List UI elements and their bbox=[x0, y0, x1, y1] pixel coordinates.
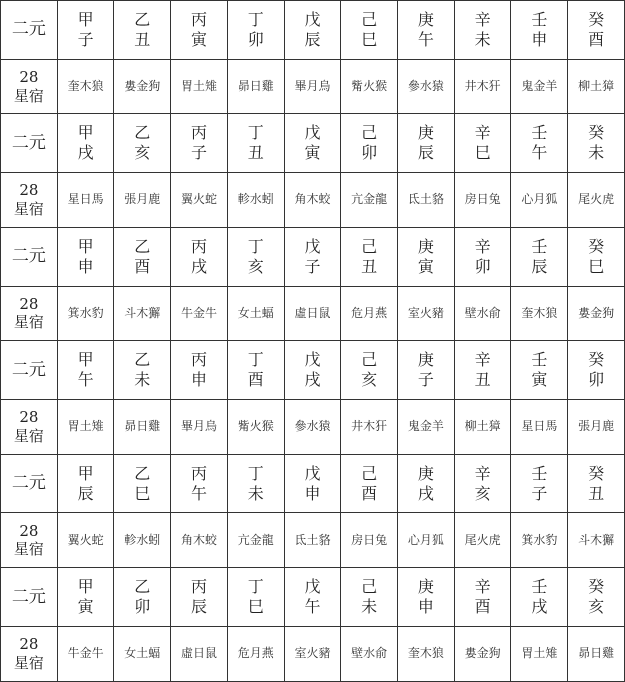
heavenly-stem: 丙 bbox=[191, 236, 208, 256]
mansion-row bbox=[1, 626, 625, 681]
mansion-cell: 氐土貉 bbox=[398, 173, 455, 228]
heavenly-stem: 丁 bbox=[247, 236, 264, 256]
heavenly-stem: 乙 bbox=[134, 577, 151, 597]
earthly-branch: 戌 bbox=[304, 370, 321, 390]
heavenly-stem: 己 bbox=[361, 350, 378, 370]
earthly-branch: 子 bbox=[531, 483, 548, 503]
ganzhi-cell bbox=[398, 1, 455, 60]
earthly-branch: 申 bbox=[531, 29, 548, 49]
ganzhi-cell bbox=[341, 341, 398, 400]
mansion-cell: 奎木狼 bbox=[57, 59, 114, 114]
earthly-branch: 戌 bbox=[191, 256, 208, 276]
ganzhi-cell bbox=[171, 227, 228, 286]
earthly-branch: 未 bbox=[247, 483, 264, 503]
mansion-cell: 亢金龍 bbox=[227, 513, 284, 568]
heavenly-stem: 庚 bbox=[417, 123, 434, 143]
heavenly-stem: 戊 bbox=[304, 123, 321, 143]
earthly-branch: 卯 bbox=[247, 29, 264, 49]
earthly-branch: 寅 bbox=[531, 370, 548, 390]
earthly-branch: 丑 bbox=[134, 29, 151, 49]
earthly-branch: 卯 bbox=[134, 597, 151, 617]
ganzhi-row bbox=[1, 341, 625, 400]
mansion-cell: 尾火虎 bbox=[568, 173, 625, 228]
ganzhi-cell bbox=[454, 114, 511, 173]
heavenly-stem: 癸 bbox=[588, 236, 605, 256]
mansion-cell: 觜火猴 bbox=[227, 399, 284, 454]
heavenly-stem: 壬 bbox=[531, 123, 548, 143]
heavenly-stem: 丙 bbox=[191, 9, 208, 29]
heavenly-stem: 癸 bbox=[588, 463, 605, 483]
heavenly-stem: 甲 bbox=[77, 350, 94, 370]
earthly-branch: 辰 bbox=[304, 29, 321, 49]
mansion-cell: 翼火蛇 bbox=[57, 513, 114, 568]
heavenly-stem: 庚 bbox=[417, 350, 434, 370]
mansion-cell: 室火豬 bbox=[398, 286, 455, 341]
heavenly-stem: 乙 bbox=[134, 236, 151, 256]
earthly-branch: 午 bbox=[304, 597, 321, 617]
mansion-cell: 亢金龍 bbox=[341, 173, 398, 228]
earthly-branch: 亥 bbox=[134, 143, 151, 163]
mansion-cell: 翼火蛇 bbox=[171, 173, 228, 228]
ganzhi-cell bbox=[511, 114, 568, 173]
mansion-cell: 胃土雉 bbox=[171, 59, 228, 114]
row-label-text: 星宿 bbox=[13, 86, 44, 105]
ganzhi-cell bbox=[511, 568, 568, 627]
mansion-cell: 星日馬 bbox=[511, 399, 568, 454]
mansion-cell: 參水猿 bbox=[284, 399, 341, 454]
mansion-row bbox=[1, 173, 625, 228]
ganzhi-cell bbox=[171, 1, 228, 60]
mansion-cell: 房日兔 bbox=[454, 173, 511, 228]
mansion-cell: 張月鹿 bbox=[114, 173, 171, 228]
heavenly-stem: 己 bbox=[361, 236, 378, 256]
ganzhi-row bbox=[1, 568, 625, 627]
row-label bbox=[1, 399, 58, 454]
heavenly-stem: 辛 bbox=[474, 577, 491, 597]
mansion-cell: 婁金狗 bbox=[454, 626, 511, 681]
earthly-branch: 巳 bbox=[361, 29, 378, 49]
ganzhi-cell bbox=[114, 114, 171, 173]
heavenly-stem: 辛 bbox=[474, 463, 491, 483]
ganzhi-row bbox=[1, 114, 625, 173]
ganzhi-cell bbox=[284, 114, 341, 173]
mansion-row bbox=[1, 513, 625, 568]
earthly-branch: 辰 bbox=[77, 483, 94, 503]
heavenly-stem: 庚 bbox=[417, 577, 434, 597]
ganzhi-cell bbox=[511, 1, 568, 60]
earthly-branch: 辰 bbox=[531, 256, 548, 276]
ganzhi-cell bbox=[114, 568, 171, 627]
earthly-branch: 未 bbox=[134, 370, 151, 390]
ganzhi-cell bbox=[454, 1, 511, 60]
mansion-cell: 斗木獬 bbox=[568, 513, 625, 568]
ganzhi-cell bbox=[227, 227, 284, 286]
heavenly-stem: 己 bbox=[361, 577, 378, 597]
mansion-row bbox=[1, 286, 625, 341]
earthly-branch: 酉 bbox=[588, 29, 605, 49]
row-label: 二元 bbox=[1, 1, 58, 60]
ganzhi-cell bbox=[341, 227, 398, 286]
row-label-number: 28 bbox=[19, 635, 39, 654]
heavenly-stem: 戊 bbox=[304, 350, 321, 370]
earthly-branch: 亥 bbox=[474, 483, 491, 503]
ganzhi-cell bbox=[511, 227, 568, 286]
earthly-branch: 丑 bbox=[588, 483, 605, 503]
row-label-text: 星宿 bbox=[13, 199, 44, 218]
row-label-number: 28 bbox=[19, 67, 39, 86]
earthly-branch: 寅 bbox=[191, 29, 208, 49]
row-label: 二元 bbox=[1, 568, 58, 627]
heavenly-stem: 甲 bbox=[77, 577, 94, 597]
ganzhi-cell bbox=[227, 341, 284, 400]
heavenly-stem: 甲 bbox=[77, 236, 94, 256]
mansion-cell: 女土蝠 bbox=[227, 286, 284, 341]
ganzhi-cell bbox=[171, 568, 228, 627]
ganzhi-cell bbox=[57, 341, 114, 400]
ganzhi-cell bbox=[398, 341, 455, 400]
ganzhi-cell bbox=[341, 114, 398, 173]
mansion-cell: 柳土獐 bbox=[568, 59, 625, 114]
mansion-cell: 昴日雞 bbox=[227, 59, 284, 114]
row-label bbox=[1, 59, 58, 114]
earthly-branch: 申 bbox=[191, 370, 208, 390]
earthly-branch: 亥 bbox=[588, 597, 605, 617]
row-label: 二元 bbox=[1, 227, 58, 286]
mansion-cell: 牛金牛 bbox=[57, 626, 114, 681]
mansion-cell: 角木蛟 bbox=[284, 173, 341, 228]
mansion-cell: 參水猿 bbox=[398, 59, 455, 114]
ganzhi-cell bbox=[398, 227, 455, 286]
ganzhi-cell bbox=[114, 227, 171, 286]
ganzhi-cell bbox=[568, 114, 625, 173]
earthly-branch: 卯 bbox=[474, 256, 491, 276]
earthly-branch: 子 bbox=[304, 256, 321, 276]
heavenly-stem: 丙 bbox=[191, 123, 208, 143]
earthly-branch: 子 bbox=[191, 143, 208, 163]
earthly-branch: 申 bbox=[417, 597, 434, 617]
row-label bbox=[1, 513, 58, 568]
heavenly-stem: 甲 bbox=[77, 463, 94, 483]
mansion-cell: 鬼金羊 bbox=[398, 399, 455, 454]
row-label-number: 28 bbox=[19, 408, 39, 427]
earthly-branch: 巳 bbox=[474, 143, 491, 163]
heavenly-stem: 甲 bbox=[77, 123, 94, 143]
ganzhi-cell bbox=[398, 114, 455, 173]
earthly-branch: 卯 bbox=[361, 143, 378, 163]
mansion-cell: 胃土雉 bbox=[57, 399, 114, 454]
mansion-cell: 昴日雞 bbox=[568, 626, 625, 681]
mansion-cell: 奎木狼 bbox=[398, 626, 455, 681]
ganzhi-cell bbox=[57, 227, 114, 286]
earthly-branch: 丑 bbox=[474, 370, 491, 390]
ganzhi-cell bbox=[284, 227, 341, 286]
ganzhi-cell bbox=[171, 114, 228, 173]
mansion-cell: 危月燕 bbox=[341, 286, 398, 341]
ganzhi-cell bbox=[284, 568, 341, 627]
row-label: 二元 bbox=[1, 341, 58, 400]
heavenly-stem: 丁 bbox=[247, 350, 264, 370]
earthly-branch: 辰 bbox=[417, 143, 434, 163]
mansion-cell: 危月燕 bbox=[227, 626, 284, 681]
earthly-branch: 丑 bbox=[361, 256, 378, 276]
earthly-branch: 子 bbox=[417, 370, 434, 390]
mansion-cell: 箕水豹 bbox=[511, 513, 568, 568]
mansion-cell: 觜火猴 bbox=[341, 59, 398, 114]
earthly-branch: 巳 bbox=[588, 256, 605, 276]
mansion-cell: 房日兔 bbox=[341, 513, 398, 568]
row-label: 二元 bbox=[1, 114, 58, 173]
earthly-branch: 未 bbox=[361, 597, 378, 617]
row-label-number: 28 bbox=[19, 521, 39, 540]
earthly-branch: 亥 bbox=[247, 256, 264, 276]
mansion-row bbox=[1, 399, 625, 454]
heavenly-stem: 戊 bbox=[304, 463, 321, 483]
heavenly-stem: 己 bbox=[361, 9, 378, 29]
mansion-cell: 畢月烏 bbox=[284, 59, 341, 114]
mansion-cell: 斗木獬 bbox=[114, 286, 171, 341]
ganzhi-row bbox=[1, 454, 625, 513]
heavenly-stem: 丁 bbox=[247, 9, 264, 29]
ganzhi-cell bbox=[341, 568, 398, 627]
row-label-text: 星宿 bbox=[13, 540, 44, 559]
mansion-cell: 畢月烏 bbox=[171, 399, 228, 454]
earthly-branch: 午 bbox=[77, 370, 94, 390]
earthly-branch: 申 bbox=[77, 256, 94, 276]
ganzhi-cell bbox=[454, 341, 511, 400]
mansion-cell: 星日馬 bbox=[57, 173, 114, 228]
heavenly-stem: 乙 bbox=[134, 463, 151, 483]
earthly-branch: 寅 bbox=[77, 597, 94, 617]
ganzhi-cell bbox=[341, 454, 398, 513]
ganzhi-cell bbox=[114, 454, 171, 513]
earthly-branch: 未 bbox=[474, 29, 491, 49]
earthly-branch: 子 bbox=[77, 29, 94, 49]
mansion-cell: 軫水蚓 bbox=[227, 173, 284, 228]
heavenly-stem: 己 bbox=[361, 463, 378, 483]
ganzhi-row bbox=[1, 1, 625, 60]
mansion-cell: 鬼金羊 bbox=[511, 59, 568, 114]
mansion-cell: 室火豬 bbox=[284, 626, 341, 681]
heavenly-stem: 乙 bbox=[134, 9, 151, 29]
mansion-cell: 昴日雞 bbox=[114, 399, 171, 454]
ganzhi-cell bbox=[511, 454, 568, 513]
mansion-cell: 井木犴 bbox=[454, 59, 511, 114]
heavenly-stem: 乙 bbox=[134, 123, 151, 143]
earthly-branch: 戌 bbox=[77, 143, 94, 163]
ganzhi-cell bbox=[114, 341, 171, 400]
ganzhi-cell bbox=[114, 1, 171, 60]
mansion-cell: 虛日鼠 bbox=[284, 286, 341, 341]
mansion-cell: 女土蝠 bbox=[114, 626, 171, 681]
heavenly-stem: 癸 bbox=[588, 123, 605, 143]
heavenly-stem: 丁 bbox=[247, 123, 264, 143]
earthly-branch: 酉 bbox=[134, 256, 151, 276]
earthly-branch: 亥 bbox=[361, 370, 378, 390]
heavenly-stem: 壬 bbox=[531, 577, 548, 597]
ganzhi-cell bbox=[171, 341, 228, 400]
mansion-cell: 氐土貉 bbox=[284, 513, 341, 568]
mansion-cell: 柳土獐 bbox=[454, 399, 511, 454]
heavenly-stem: 辛 bbox=[474, 123, 491, 143]
ganzhi-cell bbox=[568, 341, 625, 400]
heavenly-stem: 丁 bbox=[247, 463, 264, 483]
mansion-cell: 虛日鼠 bbox=[171, 626, 228, 681]
heavenly-stem: 己 bbox=[361, 123, 378, 143]
ganzhi-cell bbox=[454, 454, 511, 513]
heavenly-stem: 辛 bbox=[474, 350, 491, 370]
heavenly-stem: 壬 bbox=[531, 350, 548, 370]
heavenly-stem: 丙 bbox=[191, 577, 208, 597]
earthly-branch: 巳 bbox=[247, 597, 264, 617]
heavenly-stem: 戊 bbox=[304, 9, 321, 29]
table-body bbox=[1, 1, 625, 682]
mansion-cell: 牛金牛 bbox=[171, 286, 228, 341]
row-label-number: 28 bbox=[19, 181, 39, 200]
earthly-branch: 午 bbox=[531, 143, 548, 163]
ganzhi-cell bbox=[454, 227, 511, 286]
heavenly-stem: 丁 bbox=[247, 577, 264, 597]
mansion-cell: 奎木狼 bbox=[511, 286, 568, 341]
heavenly-stem: 癸 bbox=[588, 577, 605, 597]
mansion-cell: 尾火虎 bbox=[454, 513, 511, 568]
heavenly-stem: 辛 bbox=[474, 236, 491, 256]
ganzhi-cell bbox=[57, 114, 114, 173]
ganzhi-cell bbox=[341, 1, 398, 60]
heavenly-stem: 戊 bbox=[304, 577, 321, 597]
earthly-branch: 辰 bbox=[191, 597, 208, 617]
ganzhi-cell bbox=[568, 1, 625, 60]
earthly-branch: 寅 bbox=[417, 256, 434, 276]
earthly-branch: 申 bbox=[304, 483, 321, 503]
mansion-cell: 井木犴 bbox=[341, 399, 398, 454]
ganzhi-cell bbox=[398, 454, 455, 513]
ganzhi-cell bbox=[568, 568, 625, 627]
heavenly-stem: 壬 bbox=[531, 463, 548, 483]
row-label: 二元 bbox=[1, 454, 58, 513]
heavenly-stem: 癸 bbox=[588, 350, 605, 370]
row-label-text: 星宿 bbox=[13, 313, 44, 332]
earthly-branch: 戌 bbox=[417, 483, 434, 503]
heavenly-stem: 癸 bbox=[588, 9, 605, 29]
ganzhi-cell bbox=[511, 341, 568, 400]
ganzhi-cell bbox=[227, 114, 284, 173]
heavenly-stem: 壬 bbox=[531, 236, 548, 256]
mansion-cell: 壁水俞 bbox=[454, 286, 511, 341]
ganzhi-cell bbox=[227, 568, 284, 627]
earthly-branch: 巳 bbox=[134, 483, 151, 503]
ganzhi-cell bbox=[284, 341, 341, 400]
ganzhi-cell bbox=[454, 568, 511, 627]
mansion-cell: 婁金狗 bbox=[114, 59, 171, 114]
ganzhi-cell bbox=[284, 1, 341, 60]
ganzhi-cell bbox=[57, 568, 114, 627]
mansion-cell: 心月狐 bbox=[511, 173, 568, 228]
heavenly-stem: 乙 bbox=[134, 350, 151, 370]
earthly-branch: 未 bbox=[588, 143, 605, 163]
mansion-cell: 胃土雉 bbox=[511, 626, 568, 681]
heavenly-stem: 庚 bbox=[417, 9, 434, 29]
row-label bbox=[1, 173, 58, 228]
earthly-branch: 寅 bbox=[304, 143, 321, 163]
ganzhi-cell bbox=[568, 227, 625, 286]
earthly-branch: 午 bbox=[417, 29, 434, 49]
row-label bbox=[1, 626, 58, 681]
ganzhi-cell bbox=[57, 1, 114, 60]
heavenly-stem: 庚 bbox=[417, 463, 434, 483]
earthly-branch: 午 bbox=[191, 483, 208, 503]
row-label bbox=[1, 286, 58, 341]
mansion-cell: 壁水俞 bbox=[341, 626, 398, 681]
earthly-branch: 酉 bbox=[361, 483, 378, 503]
heavenly-stem: 壬 bbox=[531, 9, 548, 29]
mansion-row bbox=[1, 59, 625, 114]
ganzhi-row bbox=[1, 227, 625, 286]
row-label-text: 星宿 bbox=[13, 653, 44, 672]
mansion-cell: 軫水蚓 bbox=[114, 513, 171, 568]
earthly-branch: 戌 bbox=[531, 597, 548, 617]
heavenly-stem: 辛 bbox=[474, 9, 491, 29]
earthly-branch: 卯 bbox=[588, 370, 605, 390]
heavenly-stem: 甲 bbox=[77, 9, 94, 29]
ganzhi-cell bbox=[398, 568, 455, 627]
ganzhi-cell bbox=[568, 454, 625, 513]
ganzhi-cell bbox=[227, 454, 284, 513]
row-label-number: 28 bbox=[19, 294, 39, 313]
heavenly-stem: 戊 bbox=[304, 236, 321, 256]
ganzhi-cell bbox=[171, 454, 228, 513]
row-label-text: 星宿 bbox=[13, 426, 44, 445]
heavenly-stem: 丙 bbox=[191, 463, 208, 483]
earthly-branch: 酉 bbox=[474, 597, 491, 617]
mansion-cell: 心月狐 bbox=[398, 513, 455, 568]
earthly-branch: 丑 bbox=[247, 143, 264, 163]
mansion-cell: 婁金狗 bbox=[568, 286, 625, 341]
mansion-cell: 箕水豹 bbox=[57, 286, 114, 341]
earthly-branch: 酉 bbox=[247, 370, 264, 390]
mansion-cell: 角木蛟 bbox=[171, 513, 228, 568]
ganzhi-cell bbox=[284, 454, 341, 513]
ganzhi-cell bbox=[227, 1, 284, 60]
heavenly-stem: 庚 bbox=[417, 236, 434, 256]
mansion-cell: 張月鹿 bbox=[568, 399, 625, 454]
heavenly-stem: 丙 bbox=[191, 350, 208, 370]
ganzhi-cell bbox=[57, 454, 114, 513]
